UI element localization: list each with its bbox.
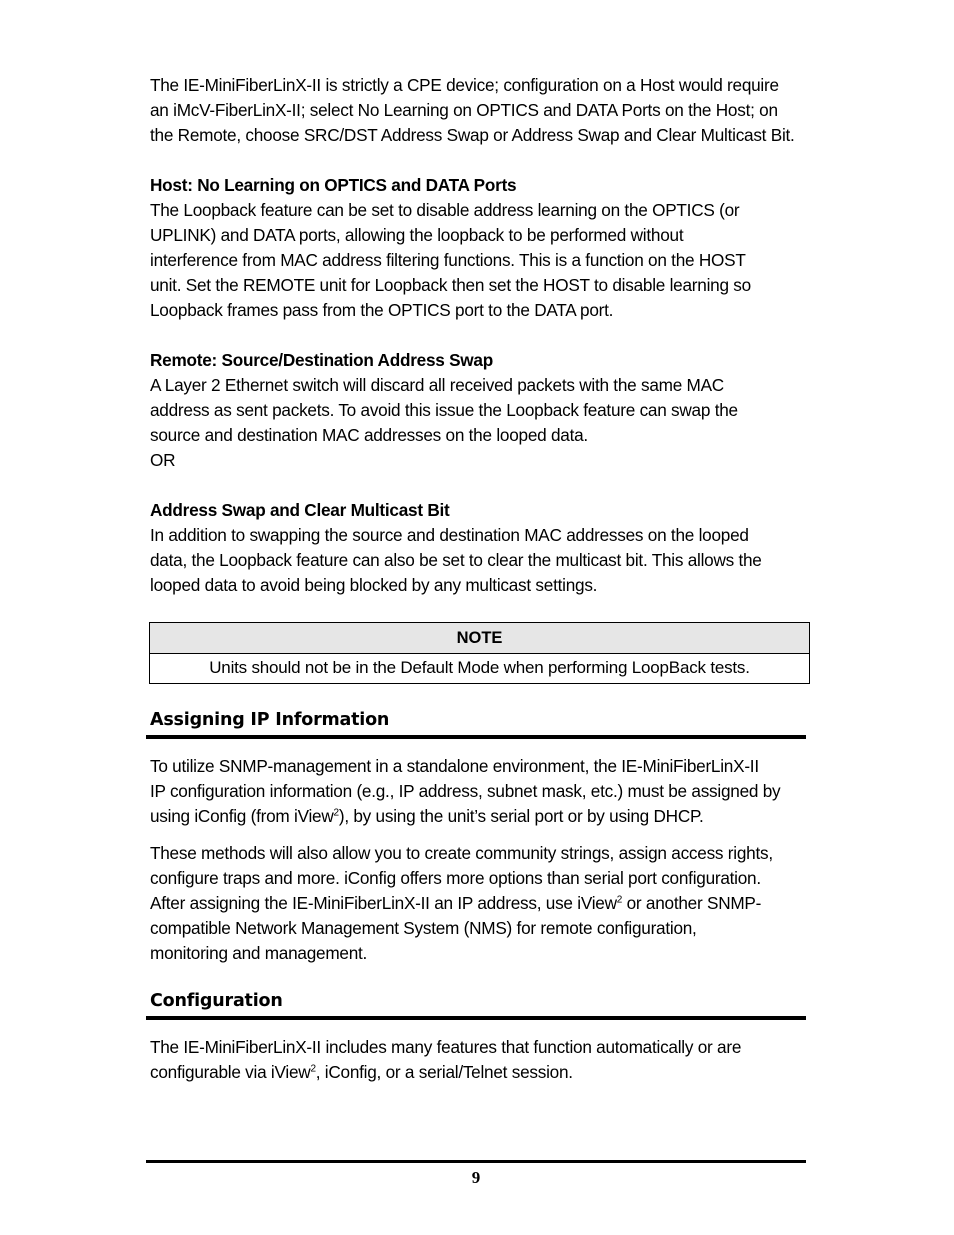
configuration-line: The IE-MiniFiberLinX-II includes many features that function automatically or are — [150, 1037, 742, 1057]
swap-line: data, the Loopback feature can also be set to clear the multicast bit. This allows the — [150, 550, 762, 570]
swap-heading: Address Swap and Clear Multicast Bit — [150, 500, 450, 520]
configuration-paragraph — [150, 1035, 810, 1085]
remote-section — [150, 348, 810, 473]
swap-section — [150, 498, 810, 598]
intro-line: an iMcV-FiberLinX-II; select No Learning on OPTICS and DATA Ports on the Host; on — [150, 100, 778, 120]
assigning-line: IP configuration information (e.g., IP address, subnet mask, etc.) must be assigned by — [150, 781, 781, 801]
assigning-line: After assigning the IE-MiniFiberLinX-II an IP address, use iView$^2$ or another SNMP- — [150, 893, 762, 913]
note-title: NOTE — [150, 623, 809, 654]
intro-line: the Remote, choose SRC/DST Address Swap or Address Swap and Clear Multicast Bit. — [150, 125, 795, 145]
swap-line: looped data to avoid being blocked by any multicast settings. — [150, 575, 598, 595]
section-rule — [146, 735, 806, 739]
remote-line: source and destination MAC addresses on the looped data. — [150, 425, 588, 445]
host-heading: Host: No Learning on OPTICS and DATA Ports — [150, 175, 517, 195]
note-box — [149, 622, 810, 684]
configuration-line: configurable via iView$^2$, iConfig, or a serial/Telnet session. — [150, 1062, 573, 1082]
remote-line: A Layer 2 Ethernet switch will discard all received packets with the same MAC — [150, 375, 724, 395]
note-text: Units should not be in the Default Mode when performing LoopBack tests. — [209, 658, 750, 677]
host-line: interference from MAC address filtering functions. This is a function on the HOST — [150, 250, 746, 270]
assigning-paragraph-2 — [150, 841, 810, 966]
host-line: Loopback frames pass from the OPTICS port to the DATA port. — [150, 300, 614, 320]
assigning-heading: Assigning IP Information — [150, 710, 390, 730]
configuration-heading: Configuration — [150, 991, 283, 1011]
host-line: The Loopback feature can be set to disable address learning on the OPTICS (or — [150, 200, 740, 220]
swap-line: In addition to swapping the source and destination MAC addresses on the looped — [150, 525, 749, 545]
assigning-line: These methods will also allow you to create community strings, assign access rights, — [150, 843, 773, 863]
assigning-line: using iConfig (from iView$^2$), by using the unit’s serial port or by using DHCP. — [150, 806, 704, 826]
host-line: UPLINK) and DATA ports, allowing the loopback to be performed without — [150, 225, 684, 245]
assigning-line: To utilize SNMP-management in a standalone environment, the IE-MiniFiberLinX-II — [150, 756, 759, 776]
remote-heading: Remote: Source/Destination Address Swap — [150, 350, 493, 370]
intro-paragraph — [150, 73, 810, 148]
host-section — [150, 173, 810, 323]
host-line: unit. Set the REMOTE unit for Loopback then set the HOST to disable learning so — [150, 275, 751, 295]
remote-line: OR — [150, 450, 176, 470]
section-rule — [146, 1016, 806, 1020]
assigning-line: compatible Network Management System (NMS) for remote configuration, — [150, 918, 697, 938]
assigning-line: monitoring and management. — [150, 943, 368, 963]
assigning-line: configure traps and more. iConfig offers more options than serial port configuration. — [150, 868, 761, 888]
remote-line: address as sent packets. To avoid this issue the Loopback feature can swap the — [150, 400, 738, 420]
intro-line: The IE-MiniFiberLinX-II is strictly a CPE device; configuration on a Host would require — [150, 75, 779, 95]
page-number: 9 — [471, 1168, 481, 1187]
footer-rule — [146, 1160, 806, 1163]
assigning-paragraph-1 — [150, 754, 810, 829]
